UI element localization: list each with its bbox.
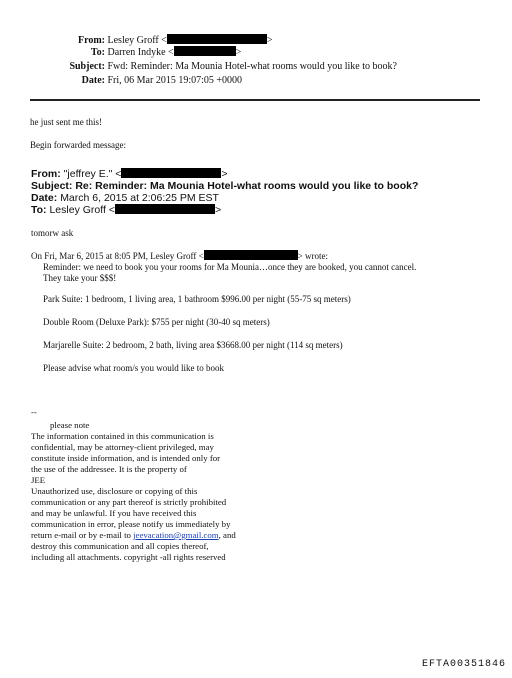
outer-subject-label: Subject:: [69, 61, 105, 72]
outer-date-row: [28, 75, 242, 87]
disclaimer-line: constitute inside information, and is intended only for: [31, 453, 221, 463]
redaction-box: [167, 34, 267, 44]
disclaimer-line: including all attachments. copyright -all rights reserved: [31, 552, 226, 562]
disclaimer-email-line: [31, 530, 236, 541]
quoted-marjarelle-suite: Marjarelle Suite: 2 bedroom, 2 bath, living area $3668.00 per night (114 sq meters): [43, 340, 343, 350]
quote-attribution-suffix: > wrote:: [297, 251, 328, 261]
document-id: EFTA00351846: [421, 659, 506, 670]
disclaimer-line: and may be unlawful. If you have received this: [31, 508, 197, 518]
fwd-to-close: >: [214, 204, 222, 216]
reply-text: tomorw ask: [31, 228, 74, 238]
fwd-to-label: To:: [31, 204, 47, 216]
disclaimer-line: the use of the addressee. It is the property of: [31, 464, 187, 474]
outer-subject-value: Fwd: Reminder: Ma Mounia Hotel-what rooms would you like to book?: [107, 61, 397, 72]
redaction-box: [121, 168, 221, 178]
fwd-from-close: >: [221, 168, 228, 180]
fwd-from-row: [31, 168, 228, 180]
header-divider: [30, 99, 480, 101]
disclaimer-line: destroy this communication and all copies thereof,: [31, 541, 209, 551]
fwd-to-value: Lesley Groff <: [49, 204, 115, 216]
redaction-box: [204, 250, 298, 260]
fwd-to-row: [31, 204, 221, 216]
quoted-park-suite: Park Suite: 1 bedroom, 1 living area, 1 bathroom $996.00 per night (55-75 sq meters): [43, 294, 351, 304]
outer-from-label: From:: [77, 35, 105, 46]
quoted-advise: Please advise what room/s you would like to book: [43, 363, 224, 373]
body-line-2: Begin forwarded message:: [30, 140, 126, 150]
disclaimer-email-suffix: , and: [218, 530, 236, 540]
fwd-from-label: From:: [31, 168, 61, 180]
redaction-box: [174, 46, 236, 56]
outer-date-label: Date:: [81, 75, 105, 86]
disclaimer-email-prefix: return e-mail or by e-mail to: [31, 530, 134, 540]
fwd-date-row: [31, 192, 219, 204]
outer-to-row: [28, 46, 241, 59]
disclaimer-line: JEE: [31, 475, 46, 485]
outer-date-value: Fri, 06 Mar 2015 19:07:05 +0000: [107, 75, 243, 86]
disclaimer-line: confidential, may be attorney-client privileged, may: [31, 442, 214, 452]
email-link[interactable]: jeevacation@gmail.com: [133, 530, 219, 540]
outer-to-label: To:: [90, 47, 105, 58]
disclaimer-line: communication in error, please notify us immediately by: [31, 519, 231, 529]
fwd-subject-label: Subject:: [31, 180, 73, 192]
disclaimer-line: communication or any part thereof is strictly prohibited: [31, 497, 227, 507]
quoted-reminder-1: Reminder: we need to book you your rooms for Ma Mounia…once they are booked, you cannot cancel.: [43, 262, 417, 272]
fwd-subject-row: [31, 180, 418, 192]
quote-attribution: [31, 250, 328, 262]
outer-subject-row: [28, 61, 397, 73]
disclaimer-line: Unauthorized use, disclosure or copying of this: [31, 486, 198, 496]
fwd-from-value: "jeffrey E." <: [63, 168, 122, 180]
signature-please-note: please note: [50, 420, 90, 430]
fwd-subject-value: Re: Reminder: Ma Mounia Hotel-what rooms would you like to book?: [75, 180, 419, 192]
disclaimer-line: The information contained in this communication is: [31, 431, 214, 441]
outer-to-value: Darren Indyke <: [107, 47, 174, 58]
body-line-1: he just sent me this!: [30, 117, 102, 127]
fwd-date-value: March 6, 2015 at 2:06:25 PM EST: [60, 192, 219, 204]
outer-from-close: >: [266, 35, 273, 46]
redaction-box: [115, 204, 215, 214]
quoted-reminder-2: They take your $$$!: [43, 273, 117, 283]
outer-from-value: Lesley Groff <: [107, 35, 167, 46]
quote-attribution-prefix: On Fri, Mar 6, 2015 at 8:05 PM, Lesley Groff <: [31, 251, 204, 261]
signature-dashes: --: [31, 407, 37, 417]
quoted-double-room: Double Room (Deluxe Park): $755 per night (30-40 sq meters): [43, 317, 270, 327]
fwd-date-label: Date:: [31, 192, 58, 204]
outer-to-close: >: [235, 47, 242, 58]
